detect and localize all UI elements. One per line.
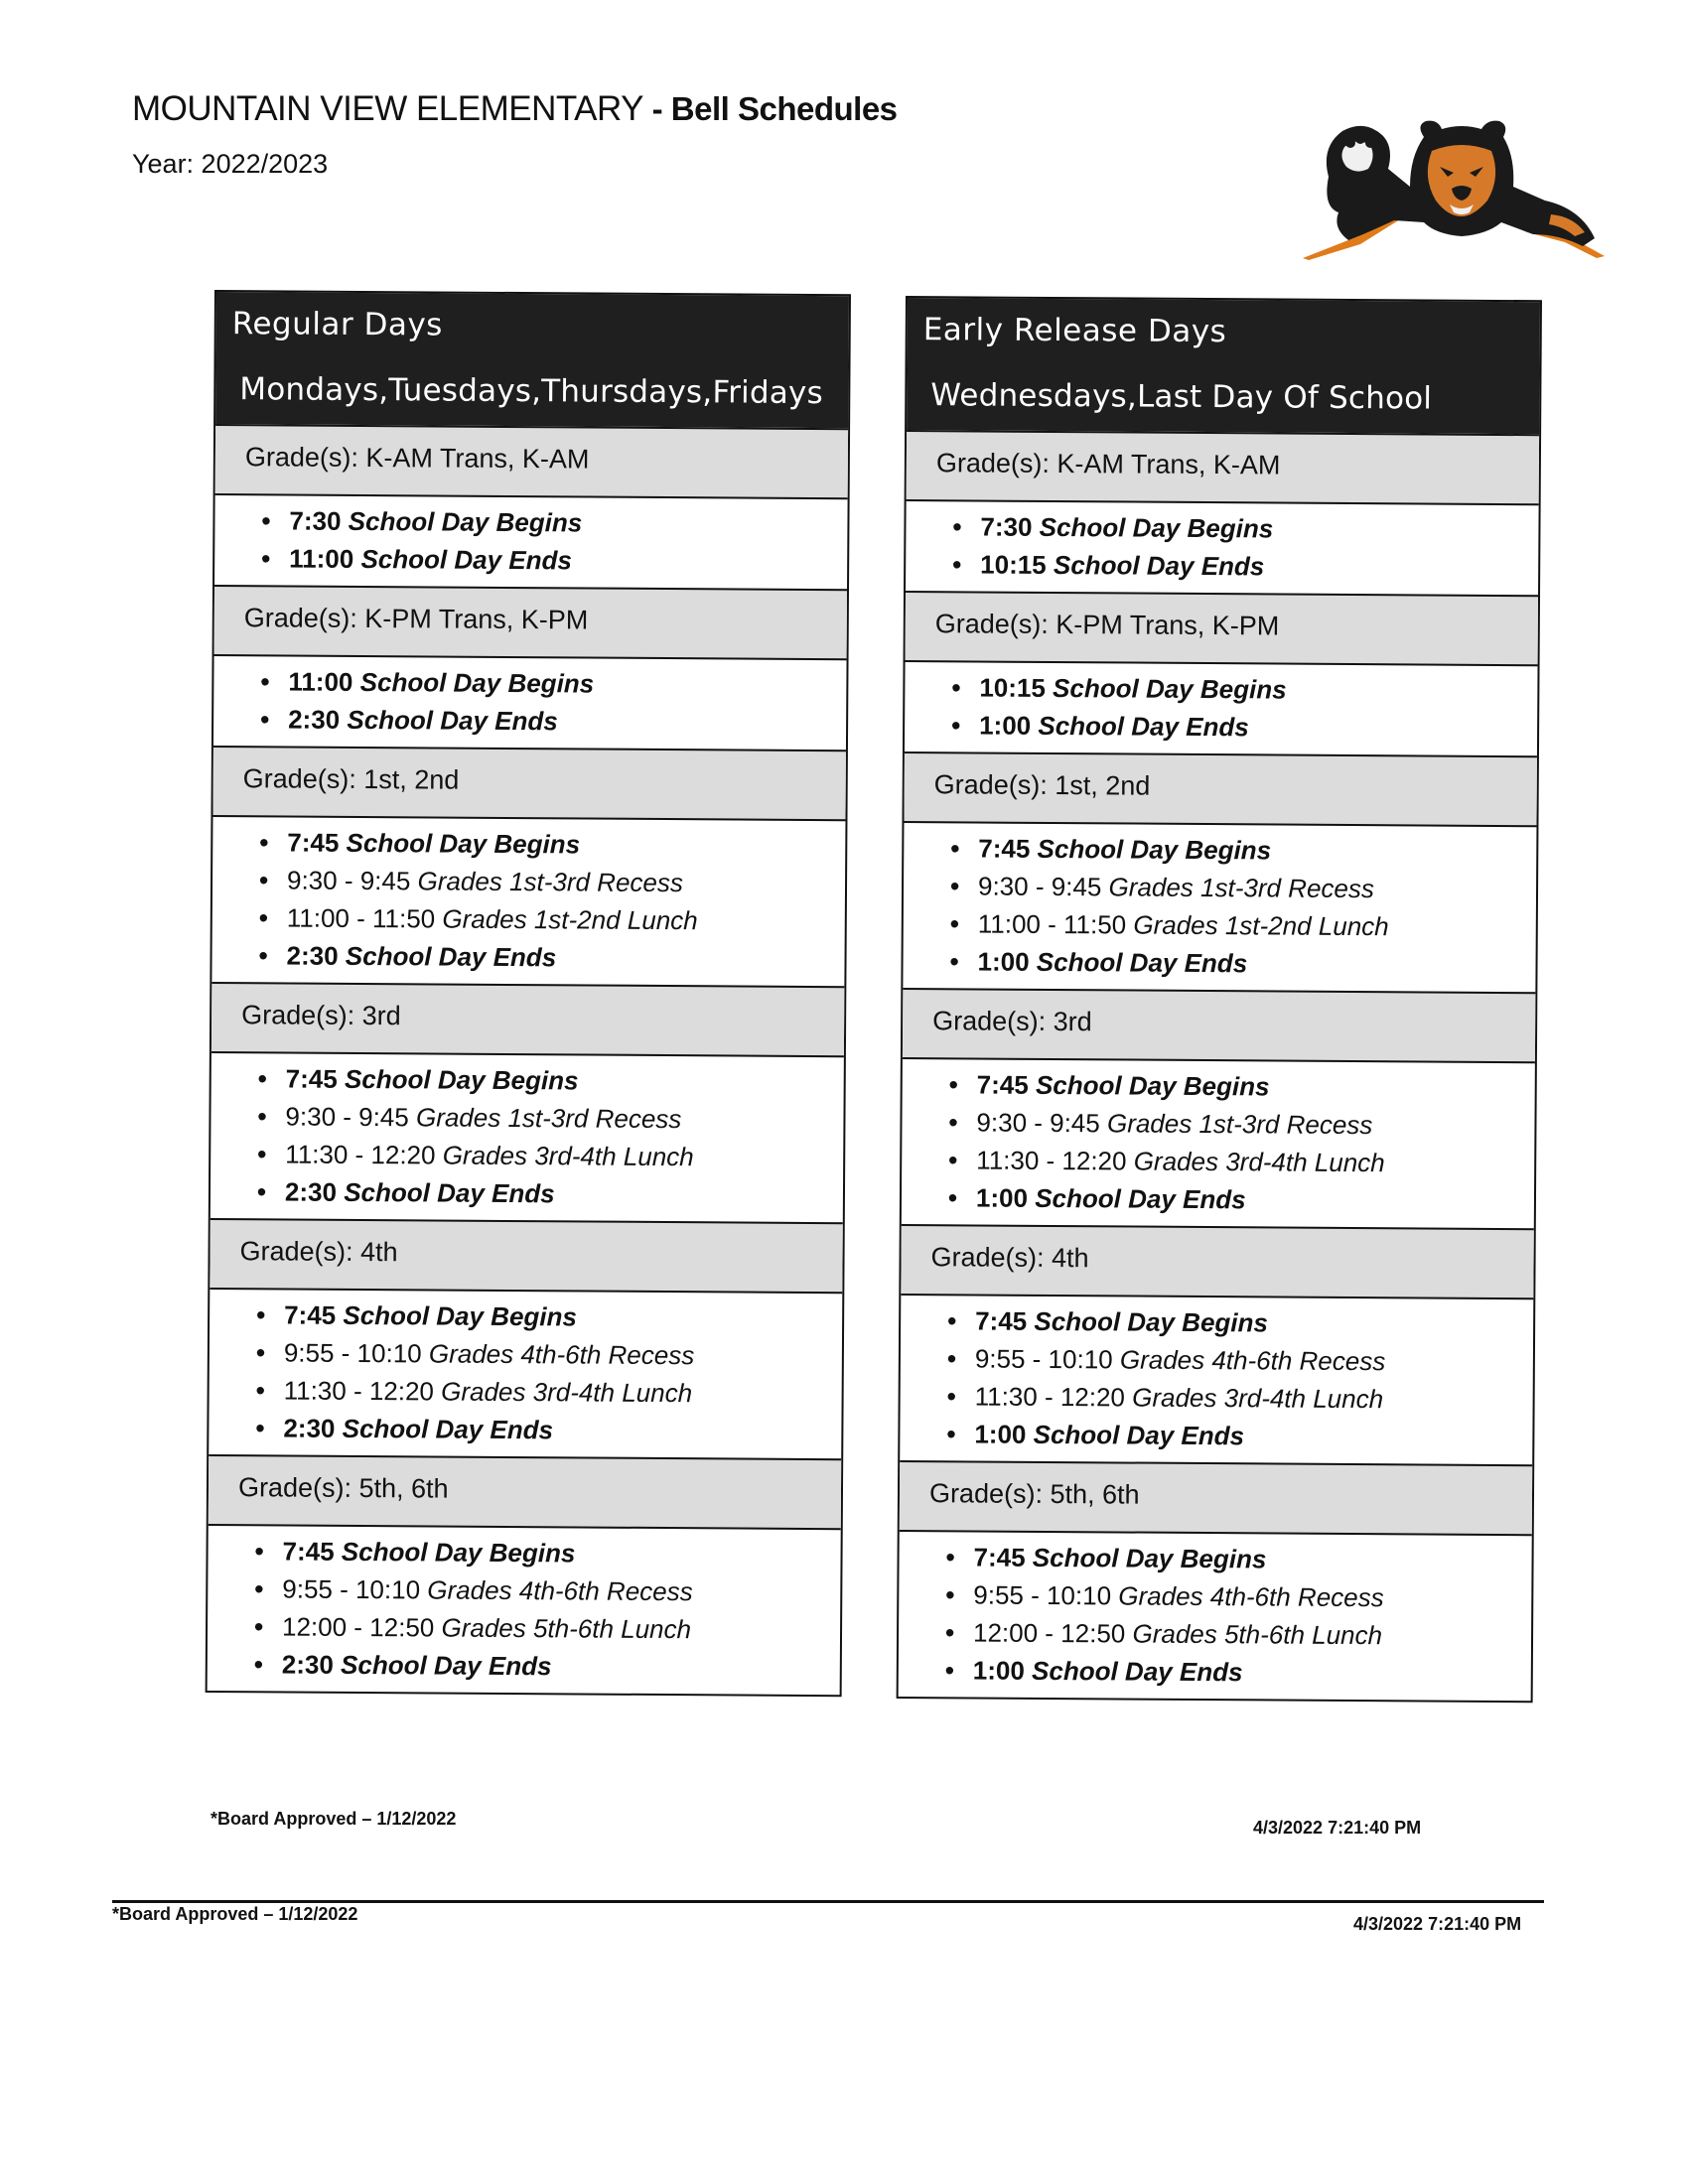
bell-time: 10:15 [979, 672, 1046, 703]
bell-time: 11:30 - 12:20 [974, 1381, 1126, 1413]
bell-time: 9:30 - 9:45 [977, 871, 1102, 902]
bell-time-item [980, 546, 1538, 588]
bell-event: School Day Begins [1034, 1305, 1269, 1338]
grade-times [899, 1532, 1532, 1701]
bell-time-item [975, 1301, 1533, 1343]
grade-heading: Grade(s): 4th [210, 1218, 842, 1294]
bell-time: 7:45 [973, 1542, 1026, 1572]
bell-time: 9:55 - 10:10 [282, 1573, 421, 1605]
bell-time: 1:00 [972, 1655, 1025, 1686]
early-release-schedule [897, 296, 1542, 1703]
bell-time: 11:00 [289, 543, 354, 574]
grade-heading: Grade(s): 5th, 6th [209, 1454, 841, 1530]
schedule-days: Mondays,Tuesdays,Thursdays,Fridays [239, 371, 824, 412]
grade-times [208, 1526, 841, 1695]
bell-event: School Day Ends [340, 1649, 552, 1682]
bell-event: Grades 4th-6th Recess [427, 1574, 693, 1607]
bell-time: 7:45 [975, 1305, 1028, 1336]
bell-time: 7:45 [284, 1299, 337, 1330]
bell-time-item [284, 1333, 842, 1375]
bell-time: 11:30 - 12:20 [283, 1375, 435, 1407]
bell-event: School Day Begins [359, 666, 595, 699]
bell-time-item [979, 707, 1537, 749]
bell-time-list [213, 662, 846, 742]
bell-time-item [973, 1613, 1531, 1655]
bell-time: 9:55 - 10:10 [973, 1579, 1112, 1611]
bell-event: School Day Ends [342, 1413, 554, 1445]
schedule-days: Wednesdays,Last Day Of School [930, 377, 1433, 417]
bell-event: Grades 3rd-4th Lunch [442, 1140, 694, 1172]
bell-time-item [286, 1059, 844, 1101]
bell-time-item [977, 1065, 1535, 1107]
bell-event: Grades 1st-3rd Recess [1106, 1108, 1373, 1141]
page-subtitle: - Bell Schedules [651, 90, 898, 127]
bell-time-item [282, 1570, 840, 1611]
bell-time-list [211, 1059, 844, 1214]
bell-time: 12:00 - 12:50 [972, 1617, 1126, 1649]
grade-times [211, 817, 845, 986]
grade-times [906, 501, 1539, 595]
bell-event: School Day Begins [1037, 833, 1272, 866]
bell-event: Grades 1st-3rd Recess [415, 1102, 682, 1135]
bell-event: School Day Ends [347, 704, 558, 737]
bell-event: Grades 5th-6th Lunch [1132, 1618, 1383, 1651]
bell-time-list [209, 1296, 842, 1450]
bell-time-list [214, 501, 847, 581]
bell-time-item [975, 1377, 1533, 1419]
bell-time-item [287, 898, 845, 940]
grade-heading: Grade(s): 4th [901, 1224, 1533, 1299]
bell-time: 7:45 [976, 1069, 1029, 1100]
grade-times [905, 662, 1538, 755]
bell-time: 9:30 - 9:45 [285, 1101, 409, 1133]
bell-event: School Day Ends [1038, 710, 1249, 743]
bell-event: School Day Begins [1039, 511, 1274, 544]
bell-event: School Day Begins [341, 1536, 576, 1569]
grade-times [903, 823, 1536, 992]
schedule-header [907, 298, 1540, 434]
bell-time: 12:00 - 12:50 [281, 1611, 435, 1643]
bell-time-item [286, 936, 844, 978]
bell-event: School Day Ends [1053, 549, 1265, 582]
bell-time: 7:30 [289, 505, 342, 536]
bell-time-item [976, 1141, 1534, 1182]
bell-time-list [211, 823, 845, 978]
bell-time-item [976, 1178, 1534, 1220]
bell-time: 10:15 [980, 549, 1047, 580]
bell-event: School Day Ends [345, 940, 557, 973]
bell-time-item [288, 663, 846, 705]
bell-time-item [975, 1339, 1533, 1381]
bell-time-item [285, 1135, 843, 1176]
bell-time: 2:30 [288, 704, 341, 735]
bell-time-list [906, 507, 1538, 587]
bell-time-list [902, 1065, 1535, 1220]
bell-time-item [288, 701, 846, 743]
bell-time-item [285, 1172, 843, 1214]
bell-time-item [978, 867, 1536, 908]
bell-time-item [977, 942, 1535, 984]
bell-event: Grades 1st-2nd Lunch [442, 903, 698, 936]
bell-event: School Day Ends [344, 1176, 555, 1209]
bell-time-item [284, 1371, 842, 1413]
grade-heading: Grade(s): K-PM Trans, K-PM [214, 585, 847, 660]
bell-time-item [973, 1651, 1531, 1693]
bell-event: School Day Begins [344, 1063, 579, 1096]
bell-time: 11:00 - 11:50 [286, 902, 436, 934]
bell-time: 2:30 [284, 1176, 338, 1207]
bell-time-list [899, 1538, 1532, 1693]
bell-time-item [973, 1538, 1531, 1579]
grade-heading: Grade(s): 3rd [903, 988, 1535, 1063]
bell-event: School Day Begins [1035, 1069, 1270, 1102]
bell-time-item [973, 1575, 1531, 1617]
bear-mascot-icon [1299, 117, 1609, 262]
bell-time: 7:45 [285, 1063, 338, 1094]
page-title [132, 89, 898, 129]
bell-time-item [284, 1296, 842, 1337]
bell-time-item [283, 1409, 841, 1450]
bell-event: Grades 3rd-4th Lunch [441, 1376, 693, 1409]
bell-time: 7:45 [282, 1536, 335, 1567]
bell-event: Grades 4th-6th Recess [1118, 1580, 1384, 1613]
grade-list [899, 430, 1539, 1701]
bell-event: Grades 4th-6th Recess [428, 1338, 695, 1371]
bell-event: School Day Begins [348, 505, 583, 538]
school-name: MOUNTAIN VIEW ELEMENTARY [132, 89, 643, 128]
bell-event: Grades 1st-3rd Recess [417, 866, 684, 898]
bell-event: School Day Ends [1036, 946, 1248, 979]
bell-event: School Day Begins [343, 1299, 578, 1332]
bell-event: School Day Ends [1033, 1419, 1245, 1451]
schedule-header [215, 292, 849, 428]
print-timestamp: 4/3/2022 7:21:40 PM [1253, 1818, 1422, 1838]
bell-time: 11:30 - 12:20 [976, 1145, 1127, 1176]
bell-time: 7:45 [978, 833, 1031, 864]
bell-time: 2:30 [281, 1649, 334, 1680]
bell-time-item [979, 669, 1537, 711]
bell-time: 9:30 - 9:45 [286, 865, 411, 896]
bell-time: 1:00 [979, 710, 1032, 741]
bell-event: Grades 3rd-4th Lunch [1132, 1382, 1384, 1415]
grade-times [213, 656, 847, 750]
bell-time-item [974, 1415, 1532, 1456]
bell-time-list [900, 1301, 1533, 1456]
bell-time: 7:30 [980, 511, 1033, 542]
grade-heading: Grade(s): 3rd [211, 982, 844, 1057]
grade-list [208, 424, 848, 1695]
bell-time: 11:00 - 11:50 [977, 908, 1127, 940]
bell-time-item [287, 861, 845, 902]
bell-time-item [282, 1532, 840, 1573]
bell-time: 1:00 [974, 1419, 1027, 1449]
grade-heading: Grade(s): 1st, 2nd [212, 746, 845, 821]
bell-time-item [285, 1097, 843, 1139]
schedule-title: Early Release Days [922, 312, 1227, 350]
bell-time-item [282, 1645, 840, 1687]
bell-time: 7:45 [287, 827, 340, 858]
bell-time: 2:30 [283, 1413, 336, 1443]
board-approved-note: *Board Approved – 1/12/2022 [112, 1904, 358, 1924]
grade-times [214, 495, 848, 589]
bell-time-item [282, 1607, 840, 1649]
school-year: Year: 2022/2023 [132, 149, 329, 179]
bell-time: 11:30 - 12:20 [285, 1139, 436, 1170]
bell-time-item [289, 540, 847, 582]
bell-event: Grades 5th-6th Lunch [441, 1612, 692, 1645]
bell-time: 9:55 - 10:10 [974, 1343, 1113, 1375]
bell-time-item [976, 1103, 1534, 1145]
bell-event: School Day Begins [346, 827, 581, 860]
bell-time: 2:30 [286, 940, 339, 971]
bell-event: School Day Ends [360, 543, 573, 576]
grade-times [211, 1053, 844, 1222]
grade-times [209, 1290, 842, 1458]
regular-days-schedule [206, 290, 851, 1697]
bell-time-item [289, 502, 847, 544]
grade-times [902, 1059, 1535, 1228]
bell-event: School Day Ends [1031, 1655, 1243, 1688]
bell-event: Grades 4th-6th Recess [1119, 1344, 1386, 1377]
bell-event: Grades 3rd-4th Lunch [1133, 1146, 1385, 1178]
bell-event: School Day Begins [1053, 672, 1287, 705]
grade-heading: Grade(s): K-PM Trans, K-PM [906, 591, 1538, 666]
bell-event: Grades 1st-3rd Recess [1108, 872, 1375, 904]
bell-time-item [980, 508, 1538, 550]
bell-time-list [905, 668, 1537, 748]
bell-event: Grades 1st-2nd Lunch [1133, 909, 1389, 942]
bell-event: School Day Begins [1032, 1542, 1267, 1574]
schedule-title: Regular Days [231, 306, 444, 343]
bell-time-item [978, 829, 1536, 871]
bell-time: 1:00 [977, 946, 1030, 977]
grade-heading: Grade(s): K-AM Trans, K-AM [215, 424, 848, 499]
bell-time-list [903, 829, 1536, 984]
grade-heading: Grade(s): 1st, 2nd [904, 751, 1536, 827]
bell-time-item [287, 823, 845, 865]
bell-time-item [978, 904, 1536, 946]
bell-time: 9:30 - 9:45 [976, 1107, 1100, 1139]
bell-time: 1:00 [975, 1182, 1029, 1213]
grade-heading: Grade(s): K-AM Trans, K-AM [907, 430, 1539, 505]
bell-time: 11:00 [288, 666, 353, 697]
bell-time-list [208, 1532, 841, 1687]
bell-time: 9:55 - 10:10 [283, 1337, 422, 1369]
board-approved-note: *Board Approved – 1/12/2022 [211, 1809, 457, 1829]
footer-divider [112, 1900, 1544, 1903]
grade-times [900, 1296, 1533, 1464]
print-timestamp: 4/3/2022 7:21:40 PM [1353, 1914, 1522, 1934]
grade-heading: Grade(s): 5th, 6th [900, 1460, 1532, 1536]
bell-event: School Day Ends [1035, 1182, 1246, 1215]
